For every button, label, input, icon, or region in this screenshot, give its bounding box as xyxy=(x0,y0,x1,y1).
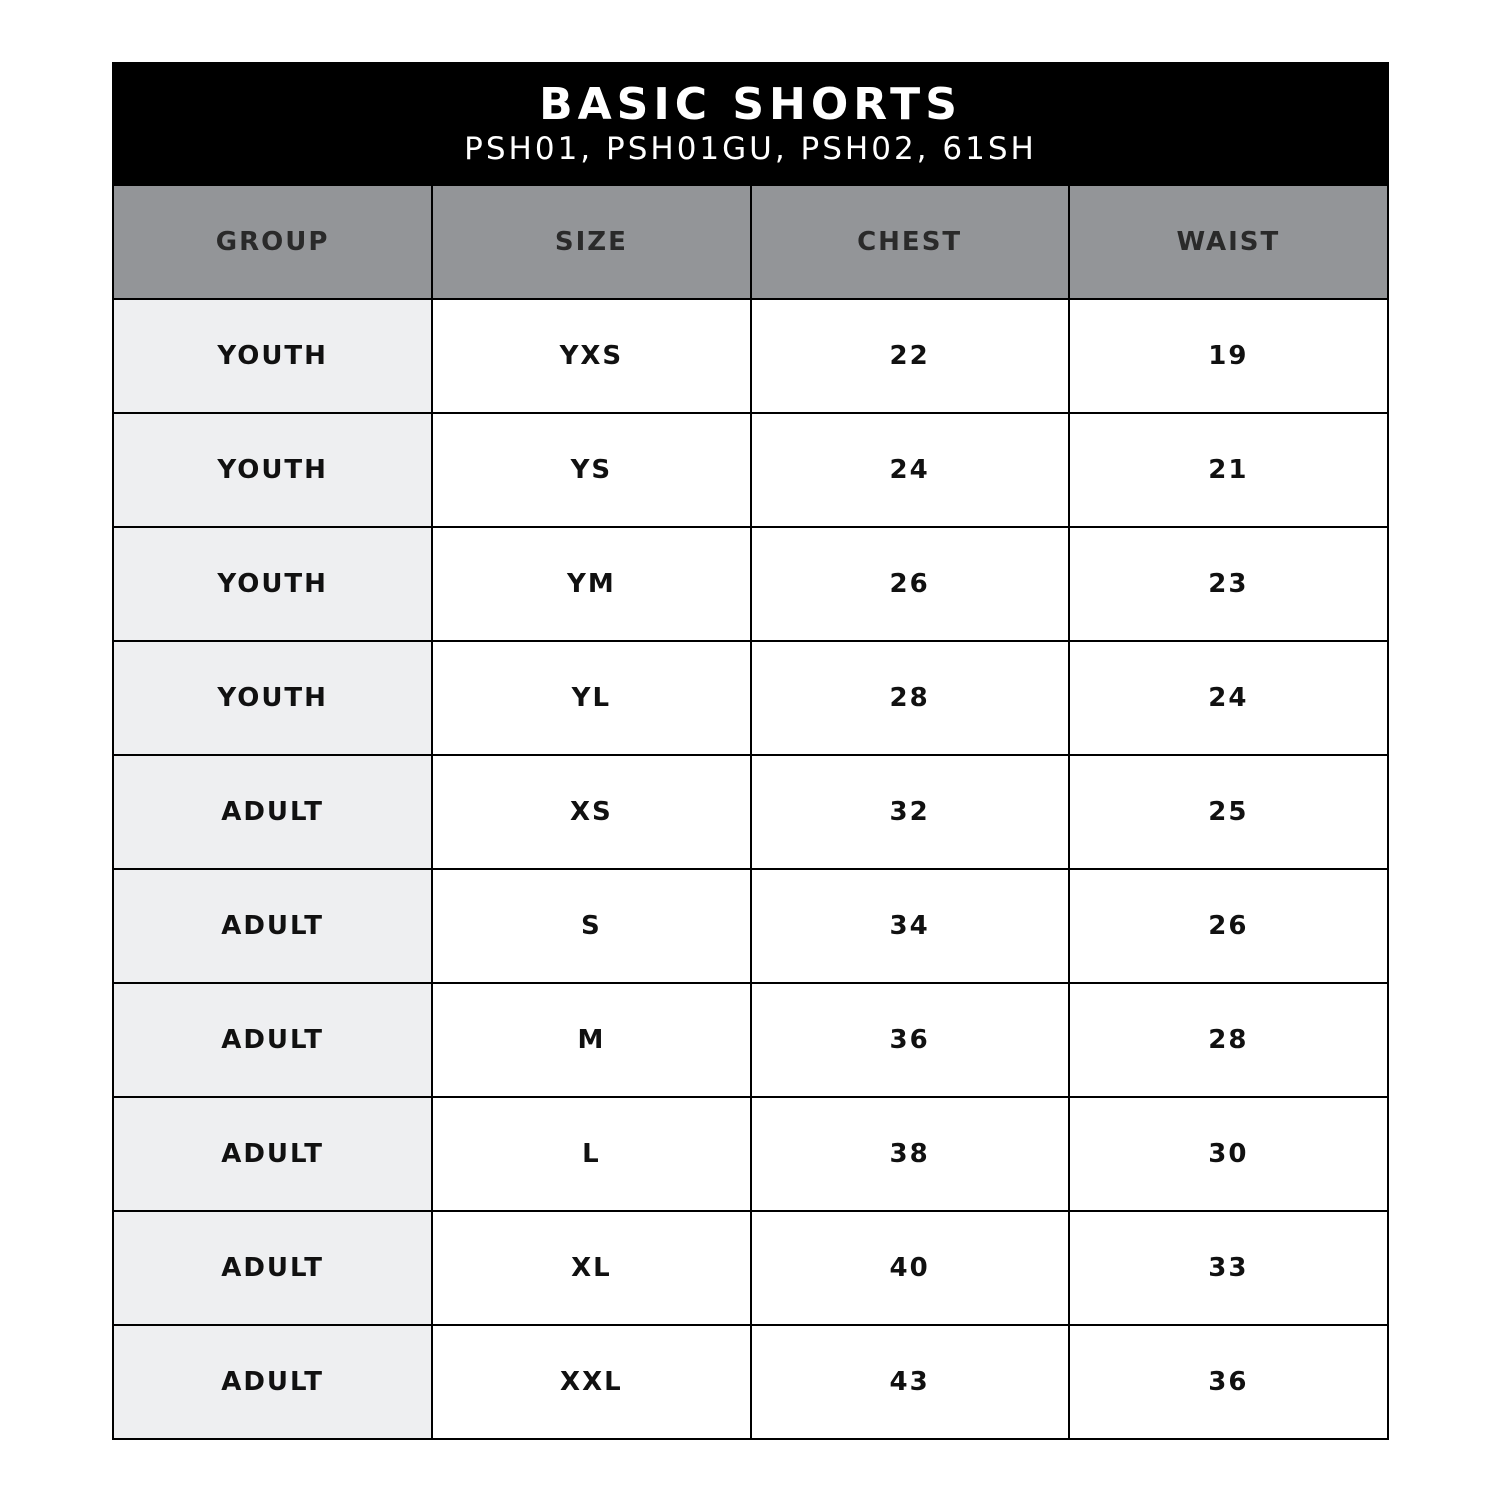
table-row xyxy=(114,755,1387,869)
table-row xyxy=(114,1325,1387,1438)
group-cell: ADULT xyxy=(114,983,432,1097)
size-table xyxy=(114,184,1387,1438)
column-header-size: SIZE xyxy=(432,185,750,299)
size-cell: XS xyxy=(432,755,750,869)
waist-cell: 21 xyxy=(1069,413,1387,527)
waist-cell: 24 xyxy=(1069,641,1387,755)
table-row xyxy=(114,527,1387,641)
column-header-chest: CHEST xyxy=(751,185,1069,299)
waist-cell: 36 xyxy=(1069,1325,1387,1438)
table-row xyxy=(114,869,1387,983)
chest-cell: 43 xyxy=(751,1325,1069,1438)
column-header-waist: WAIST xyxy=(1069,185,1387,299)
size-cell: YXS xyxy=(432,299,750,413)
group-cell: YOUTH xyxy=(114,641,432,755)
chest-cell: 40 xyxy=(751,1211,1069,1325)
chest-cell: 36 xyxy=(751,983,1069,1097)
chest-cell: 32 xyxy=(751,755,1069,869)
waist-cell: 23 xyxy=(1069,527,1387,641)
chest-cell: 26 xyxy=(751,527,1069,641)
group-cell: ADULT xyxy=(114,1211,432,1325)
group-cell: ADULT xyxy=(114,1325,432,1438)
size-cell: YL xyxy=(432,641,750,755)
size-cell: L xyxy=(432,1097,750,1211)
table-row xyxy=(114,641,1387,755)
waist-cell: 33 xyxy=(1069,1211,1387,1325)
chart-title: BASIC SHORTS xyxy=(539,79,962,130)
size-chart xyxy=(112,62,1389,1440)
group-cell: ADULT xyxy=(114,869,432,983)
table-row xyxy=(114,299,1387,413)
waist-cell: 30 xyxy=(1069,1097,1387,1211)
group-cell: YOUTH xyxy=(114,299,432,413)
chest-cell: 28 xyxy=(751,641,1069,755)
group-cell: ADULT xyxy=(114,755,432,869)
size-cell: YS xyxy=(432,413,750,527)
chart-subtitle: PSH01, PSH01GU, PSH02, 61SH xyxy=(464,131,1037,167)
size-cell: YM xyxy=(432,527,750,641)
chest-cell: 38 xyxy=(751,1097,1069,1211)
table-body xyxy=(114,299,1387,1438)
table-row xyxy=(114,1097,1387,1211)
column-header-group: GROUP xyxy=(114,185,432,299)
group-cell: YOUTH xyxy=(114,527,432,641)
header-row xyxy=(114,185,1387,299)
size-cell: XXL xyxy=(432,1325,750,1438)
waist-cell: 28 xyxy=(1069,983,1387,1097)
waist-cell: 25 xyxy=(1069,755,1387,869)
size-cell: XL xyxy=(432,1211,750,1325)
size-cell: M xyxy=(432,983,750,1097)
chest-cell: 24 xyxy=(751,413,1069,527)
title-bar xyxy=(114,64,1387,184)
table-row xyxy=(114,1211,1387,1325)
table-row xyxy=(114,413,1387,527)
group-cell: ADULT xyxy=(114,1097,432,1211)
table-row xyxy=(114,983,1387,1097)
waist-cell: 19 xyxy=(1069,299,1387,413)
group-cell: YOUTH xyxy=(114,413,432,527)
waist-cell: 26 xyxy=(1069,869,1387,983)
size-cell: S xyxy=(432,869,750,983)
chest-cell: 22 xyxy=(751,299,1069,413)
chest-cell: 34 xyxy=(751,869,1069,983)
